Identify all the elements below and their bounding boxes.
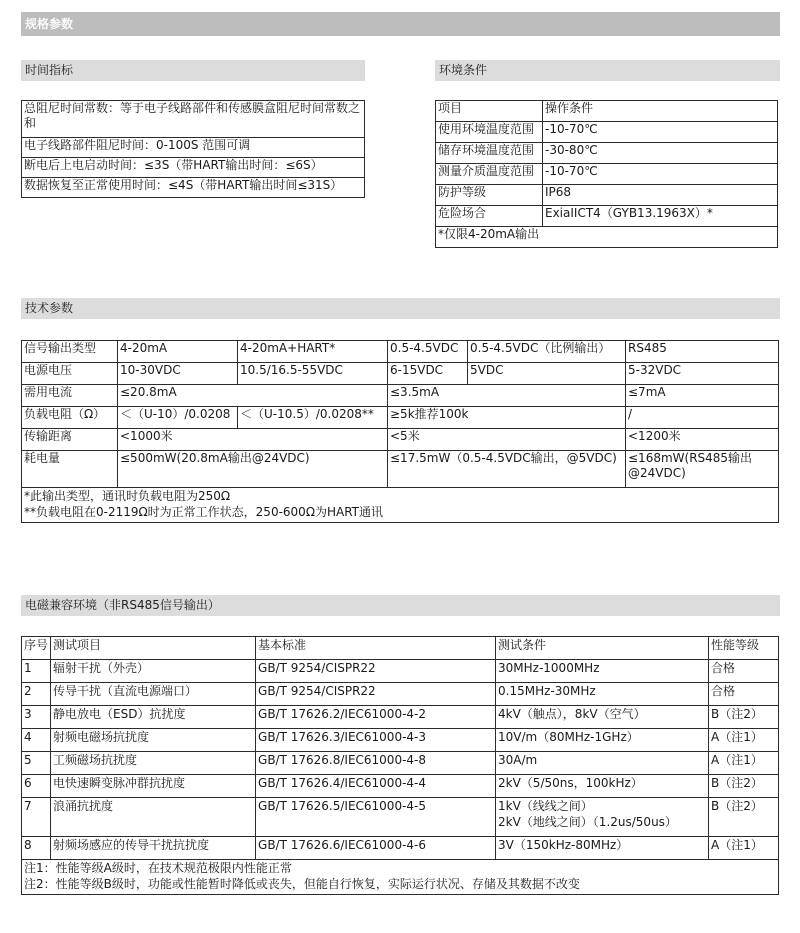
emc-cell: 2kV（5/50ns，100kHz） — [496, 775, 709, 798]
table-row — [436, 206, 778, 227]
tech-cell: <1000米 — [118, 429, 388, 451]
emc-cell: GB/T 17626.2/IEC61000-4-2 — [256, 706, 496, 729]
table-row — [22, 429, 779, 451]
tech-cell: 5-32VDC — [626, 363, 779, 385]
time-section-bar — [21, 60, 365, 81]
emc-cell: 0.15MHz-30MHz — [496, 683, 709, 706]
emc-cell: 4 — [22, 729, 51, 752]
emc-cell: GB/T 17626.8/IEC61000-4-8 — [256, 752, 496, 775]
table-row — [22, 752, 779, 775]
tech-cell: ≥5k推荐100k — [388, 407, 626, 429]
emc-cell: 3V（150kHz-80MHz） — [496, 837, 709, 860]
table-row — [22, 775, 779, 798]
emc-cell: A（注1） — [709, 752, 779, 775]
emc-row7-cond-1: 1kV（线线之间） — [498, 799, 593, 813]
tech-cell: 10-30VDC — [118, 363, 238, 385]
tech-table — [21, 340, 779, 523]
env-table — [435, 100, 778, 248]
emc-cell: 10V/m（80MHz-1GHz） — [496, 729, 709, 752]
emc-cell: 电快速瞬变脉冲群抗扰度 — [51, 775, 256, 798]
emc-cell: 1 — [22, 660, 51, 683]
table-row — [436, 101, 778, 122]
emc-cell: 2 — [22, 683, 51, 706]
env-cell: -10-70℃ — [543, 122, 778, 143]
env-cell: -10-70℃ — [543, 164, 778, 185]
table-row — [22, 837, 779, 860]
tech-cell: 需用电流 — [22, 385, 118, 407]
emc-cell: 传导干扰（直流电源端口） — [51, 683, 256, 706]
tech-cell: 4-20mA — [118, 341, 238, 363]
spec-title: 规格参数 — [25, 17, 74, 31]
env-cell: 使用环境温度范围 — [436, 122, 543, 143]
env-cell: 测量介质温度范围 — [436, 164, 543, 185]
emc-cell: 3 — [22, 706, 51, 729]
table-row — [22, 683, 779, 706]
emc-cell: 射频场感应的传导干扰抗扰度 — [51, 837, 256, 860]
emc-cell: B（注2） — [709, 775, 779, 798]
time-row-3: 断电后上电启动时间：≤3S（带HART输出时间：≤6S） — [22, 158, 365, 178]
emc-cell: 30MHz-1000MHz — [496, 660, 709, 683]
emc-section-title: 电磁兼容环境（非RS485信号输出） — [25, 598, 220, 612]
env-header-cond: 操作条件 — [543, 101, 778, 122]
tech-cell: 5VDC — [468, 363, 626, 385]
table-row — [436, 185, 778, 206]
emc-cell: GB/T 17626.5/IEC61000-4-5 — [256, 798, 496, 837]
emc-cell: GB/T 9254/CISPR22 — [256, 683, 496, 706]
tech-notes — [22, 488, 779, 523]
emc-row7-cond-2: 2kV（地线之间）（1.2us/50us） — [498, 815, 677, 829]
env-cell: 防护等级 — [436, 185, 543, 206]
tech-section-title: 技术参数 — [25, 301, 74, 315]
emc-cell: 30A/m — [496, 752, 709, 775]
emc-cell: 浪涌抗扰度 — [51, 798, 256, 837]
tech-cell: 耗电量 — [22, 451, 118, 488]
table-row — [22, 158, 365, 178]
table-row — [22, 798, 779, 837]
tech-cell: 传输距离 — [22, 429, 118, 451]
tech-cell: ≤500mW(20.8mA输出@24VDC) — [118, 451, 388, 488]
table-row — [22, 341, 779, 363]
emc-cell: 射频电磁场抗扰度 — [51, 729, 256, 752]
env-header-item: 项目 — [436, 101, 543, 122]
tech-cell: <5米 — [388, 429, 626, 451]
table-row — [436, 227, 778, 248]
table-row — [436, 122, 778, 143]
env-cell: 危险场合 — [436, 206, 543, 227]
tech-note-2: **负载电阻在0-2119Ω时为正常工作状态，250-600Ω为HART通讯 — [24, 505, 384, 519]
emc-cell: GB/T 17626.3/IEC61000-4-3 — [256, 729, 496, 752]
time-row-2: 电子线路部件阻尼时间：0-100S 范围可调 — [22, 138, 365, 158]
table-row — [436, 143, 778, 164]
tech-cell: 电源电压 — [22, 363, 118, 385]
env-note: *仅限4-20mA输出 — [436, 227, 778, 248]
time-row-4: 数据恢复至正常使用时间：≤4S（带HART输出时间≤31S） — [22, 178, 365, 198]
emc-cell: 5 — [22, 752, 51, 775]
tech-cell: 6-15VDC — [388, 363, 468, 385]
table-row — [22, 860, 779, 895]
emc-cell: 4kV（触点），8kV（空气） — [496, 706, 709, 729]
tech-cell: 0.5-4.5VDC — [388, 341, 468, 363]
table-row — [22, 407, 779, 429]
tech-cell: RS485 — [626, 341, 779, 363]
emc-header-no: 序号 — [22, 637, 51, 660]
emc-note-2: 注2：性能等级B级时，功能或性能暂时降低或丧失，但能自行恢复，实际运行状况、存储及其数据不改变 — [24, 877, 580, 891]
emc-cell: B（注2） — [709, 798, 779, 837]
emc-cell — [496, 798, 709, 837]
env-cell: 储存环境温度范围 — [436, 143, 543, 164]
emc-cell: 静电放电（ESD）抗扰度 — [51, 706, 256, 729]
emc-cell: GB/T 17626.4/IEC61000-4-4 — [256, 775, 496, 798]
table-row — [22, 729, 779, 752]
tech-cell: ≤20.8mA — [118, 385, 388, 407]
emc-header-grade: 性能等级 — [709, 637, 779, 660]
emc-notes — [22, 860, 779, 895]
emc-note-1: 注1：性能等级A级时，在技术规范极限内性能正常 — [24, 861, 292, 875]
emc-cell: A（注1） — [709, 729, 779, 752]
emc-header-standard: 基本标准 — [256, 637, 496, 660]
tech-cell: <1200米 — [626, 429, 779, 451]
emc-cell: 辐射干扰（外壳） — [51, 660, 256, 683]
tech-cell: ≤7mA — [626, 385, 779, 407]
table-row — [22, 451, 779, 488]
emc-header-item: 测试项目 — [51, 637, 256, 660]
emc-cell: B（注2） — [709, 706, 779, 729]
emc-section-bar — [21, 595, 780, 616]
tech-cell: ＜（U-10.5）/0.0208** — [238, 407, 388, 429]
emc-cell: 合格 — [709, 660, 779, 683]
table-row — [22, 660, 779, 683]
tech-cell: ≤17.5mW（0.5-4.5VDC输出，@5VDC) — [388, 451, 626, 488]
table-row — [22, 138, 365, 158]
table-row — [22, 101, 365, 138]
table-row — [22, 363, 779, 385]
tech-cell: 10.5/16.5-55VDC — [238, 363, 388, 385]
emc-cell: GB/T 17626.6/IEC61000-4-6 — [256, 837, 496, 860]
env-cell: ExiaIICT4（GYB13.1963X）* — [543, 206, 778, 227]
table-row — [22, 488, 779, 523]
tech-cell: ＜（U-10）/0.0208 — [118, 407, 238, 429]
tech-cell: 4-20mA+HART* — [238, 341, 388, 363]
env-section-title: 环境条件 — [439, 63, 488, 77]
emc-cell: 合格 — [709, 683, 779, 706]
table-row — [22, 706, 779, 729]
tech-note-1: *此输出类型，通讯时负载电阻为250Ω — [24, 489, 231, 503]
tech-cell: / — [626, 407, 779, 429]
table-row — [22, 385, 779, 407]
emc-cell: 工频磁场抗扰度 — [51, 752, 256, 775]
emc-cell: 8 — [22, 837, 51, 860]
tech-cell: 负载电阻（Ω） — [22, 407, 118, 429]
time-row-1: 总阻尼时间常数：等于电子线路部件和传感膜盒阻尼时间常数之和 — [22, 101, 365, 138]
time-table — [21, 100, 365, 198]
emc-cell: 7 — [22, 798, 51, 837]
tech-cell: 信号输出类型 — [22, 341, 118, 363]
tech-cell: 0.5-4.5VDC（比例输出） — [468, 341, 626, 363]
env-cell: -30-80℃ — [543, 143, 778, 164]
env-cell: IP68 — [543, 185, 778, 206]
table-row — [22, 637, 779, 660]
emc-table — [21, 636, 779, 895]
emc-cell: 6 — [22, 775, 51, 798]
tech-section-bar — [21, 298, 780, 319]
tech-cell: ≤3.5mA — [388, 385, 626, 407]
time-section-title: 时间指标 — [25, 63, 74, 77]
emc-cell: A（注1） — [709, 837, 779, 860]
tech-cell: ≤168mW(RS485输出@24VDC) — [626, 451, 779, 488]
spec-header-bar — [21, 12, 780, 36]
env-section-bar — [435, 60, 780, 81]
table-row — [436, 164, 778, 185]
emc-header-condition: 测试条件 — [496, 637, 709, 660]
table-row — [22, 178, 365, 198]
emc-cell: GB/T 9254/CISPR22 — [256, 660, 496, 683]
